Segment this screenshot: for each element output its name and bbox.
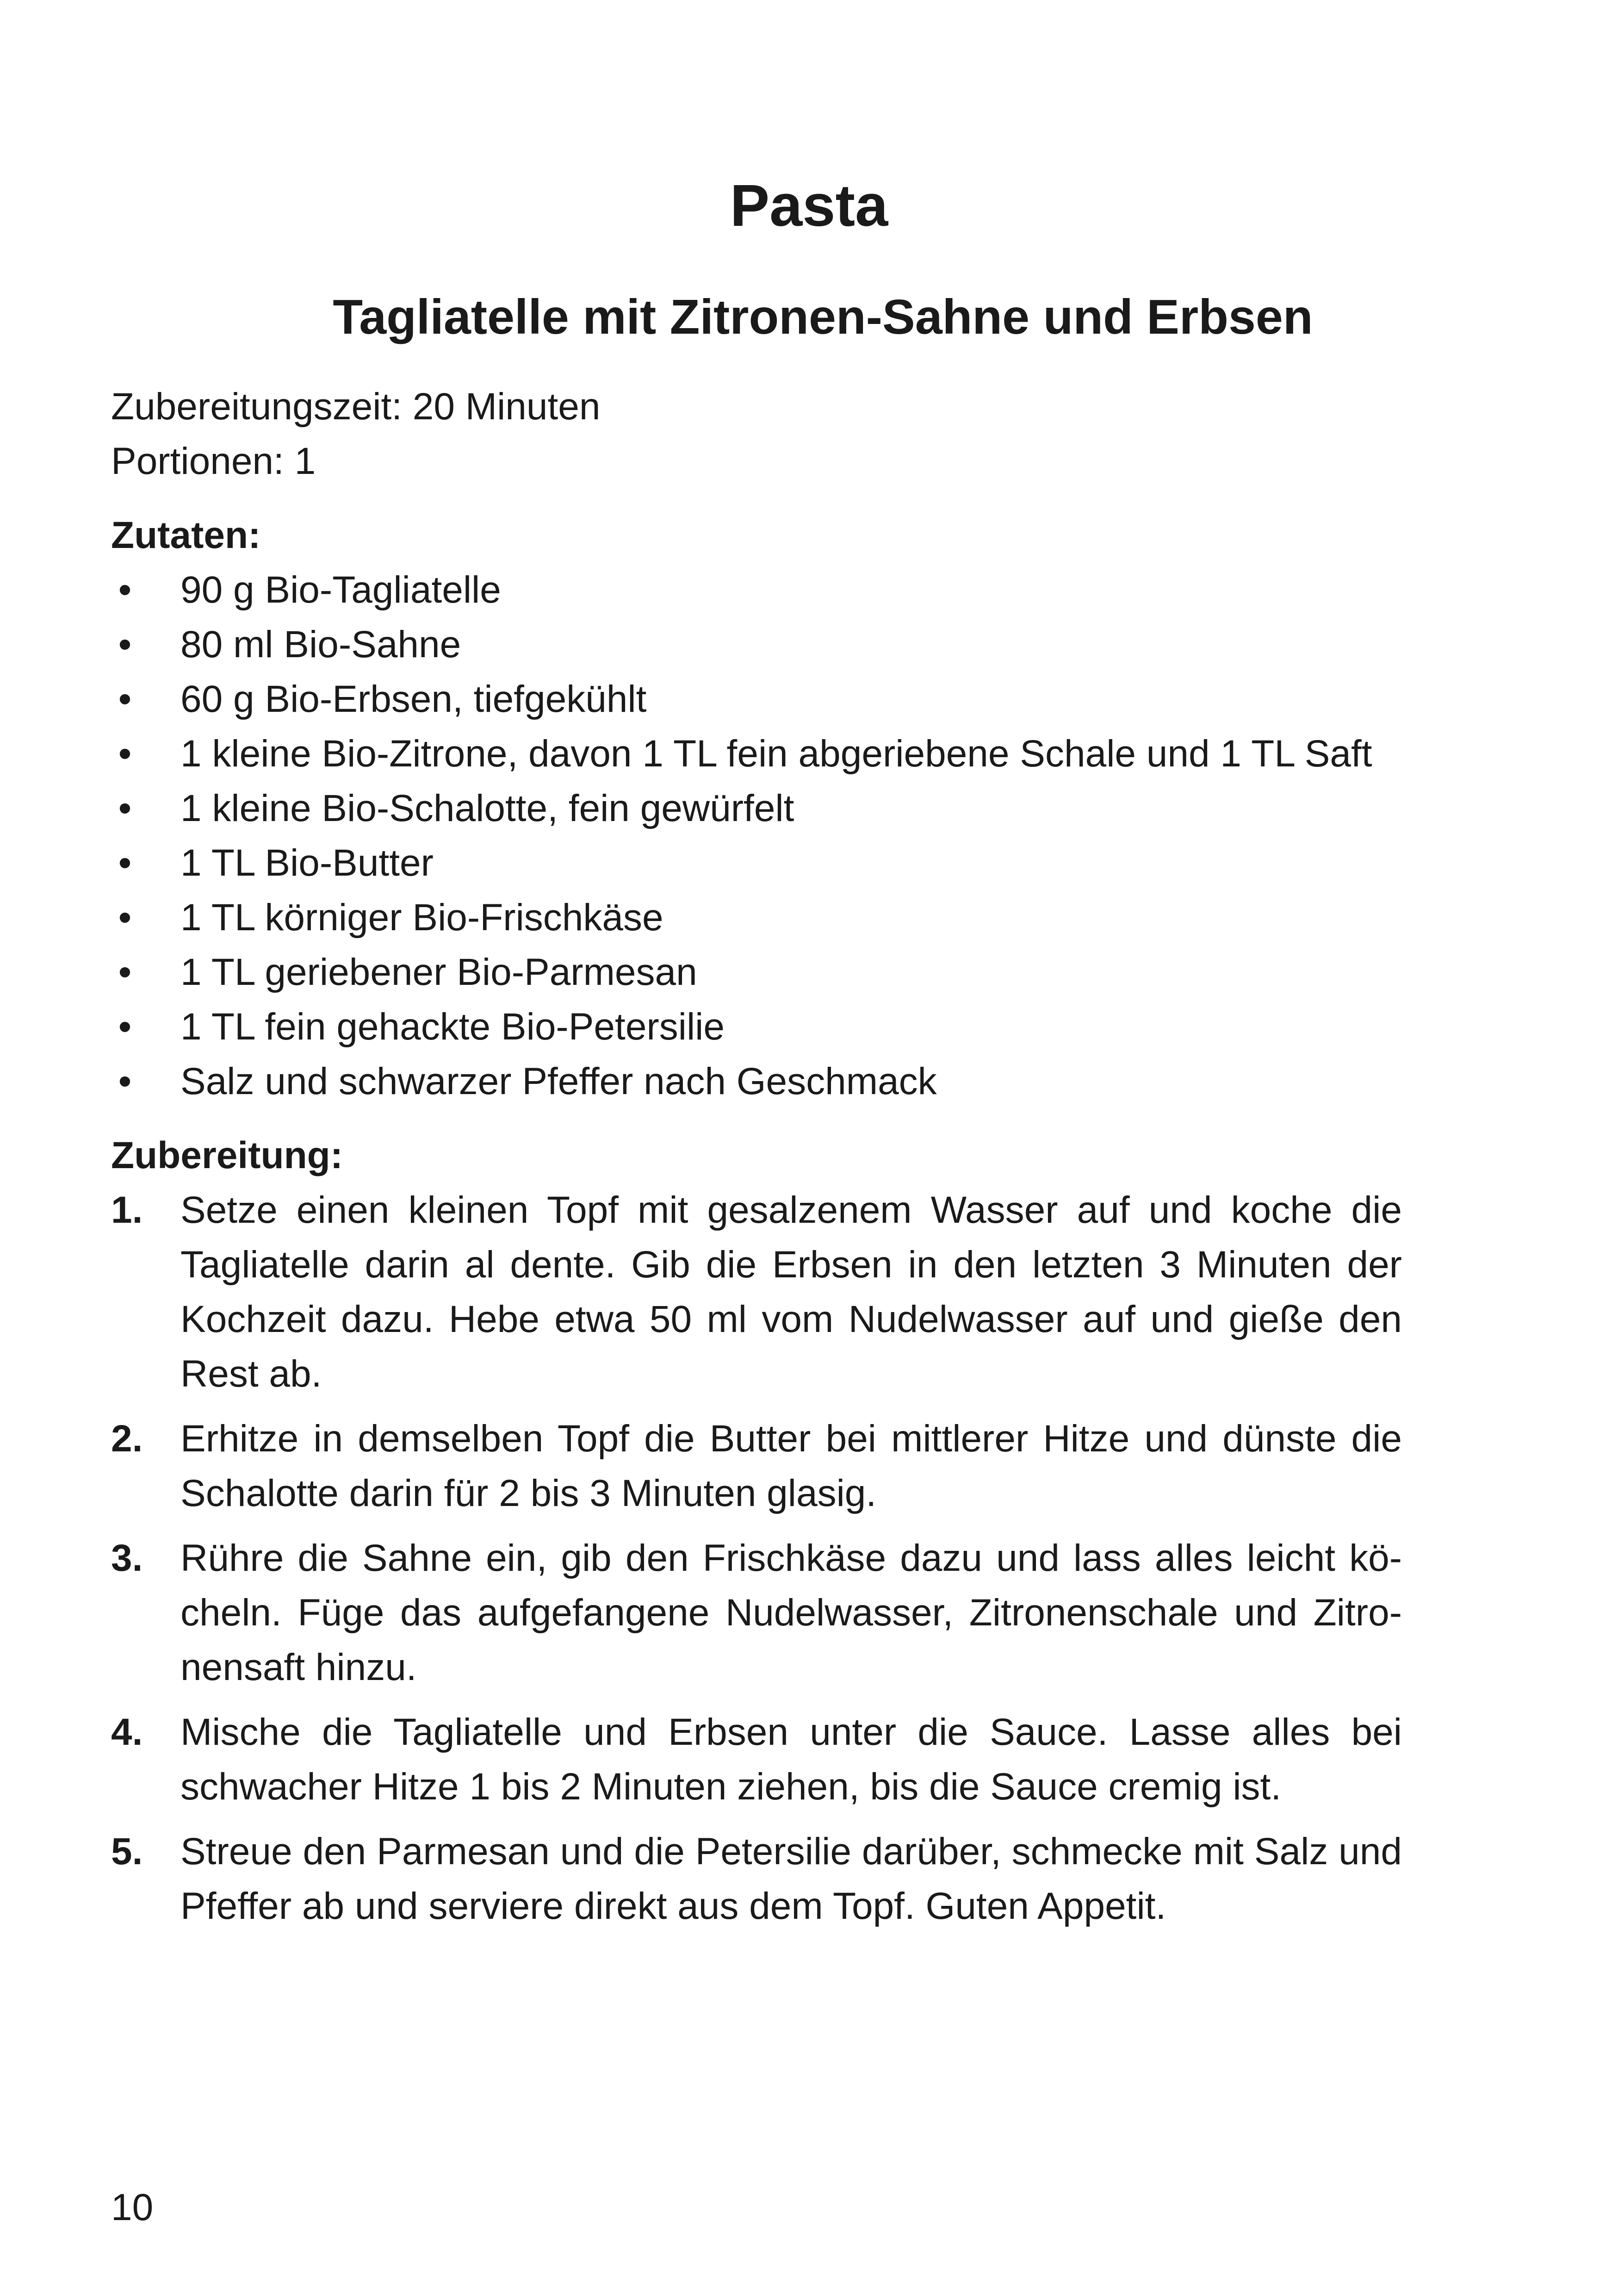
ingredient-text: 90 g Bio-Tagliatelle	[180, 569, 501, 611]
step-number: 2.	[111, 1418, 143, 1460]
step-number: 4.	[111, 1711, 143, 1753]
bullet-icon: •	[118, 896, 132, 939]
ingredient-text: 80 ml Bio-Sahne	[180, 623, 461, 666]
ingredient-item	[111, 836, 1402, 890]
ingredient-item	[111, 945, 1402, 1000]
ingredient-text: Salz und schwarzer Pfeffer nach Geschmack	[180, 1060, 937, 1102]
bullet-icon: •	[118, 733, 132, 775]
step-number: 1.	[111, 1189, 143, 1231]
ingredient-text: 1 TL körniger Bio-Frischkäse	[180, 896, 663, 939]
bullet-icon: •	[118, 569, 132, 611]
ingredient-item	[111, 563, 1402, 617]
ingredient-text: 1 TL Bio-Butter	[180, 842, 434, 884]
ingredient-text: 1 kleine Bio-Zitrone, davon 1 TL fein abgeriebene Schale und 1 TL Saft	[180, 733, 1372, 775]
step-item	[111, 1705, 1402, 1814]
ingredient-item	[111, 781, 1402, 836]
prep-time: Zubereitungszeit: 20 Minuten	[111, 386, 601, 428]
steps-heading: Zubereitung:	[111, 1134, 343, 1176]
ingredient-item	[111, 672, 1402, 727]
step-number: 3.	[111, 1537, 143, 1579]
step-item	[111, 1531, 1402, 1695]
ingredient-text: 1 TL fein gehackte Bio-Petersilie	[180, 1006, 725, 1048]
ingredient-text: 60 g Bio-Erbsen, tiefgekühlt	[180, 678, 647, 720]
ingredient-item	[111, 1000, 1402, 1054]
bullet-icon: •	[118, 787, 132, 829]
bullet-icon: •	[118, 1060, 132, 1102]
ingredient-item	[111, 1054, 1402, 1109]
page-number: 10	[111, 2186, 154, 2228]
bullet-icon: •	[118, 842, 132, 884]
ingredients-list	[111, 563, 1402, 1109]
ingredients-heading: Zutaten:	[111, 514, 261, 556]
steps-list	[111, 1183, 1402, 1934]
ingredient-item	[111, 890, 1402, 945]
ingredient-item	[111, 727, 1402, 781]
bullet-icon: •	[118, 1006, 132, 1048]
ingredient-item	[111, 617, 1402, 672]
step-text: Rühre die Sahne ein, gib den Frischkäse dazu und lass alles leicht köcheln. Füge das aufgefangene Nudelwasser, Zitronenschale und Zitronensaft hinzu.	[180, 1537, 1402, 1688]
recipe-title: Tagliatelle mit Zitronen-Sahne und Erbsen	[333, 290, 1313, 344]
recipe-content	[111, 380, 1402, 1944]
step-text: Erhitze in demselben Topf die Butter bei mittlerer Hitze und dünste die Schalotte darin für 2 bis 3 Minuten glasig.	[180, 1418, 1402, 1514]
step-item	[111, 1183, 1402, 1401]
step-item	[111, 1412, 1402, 1521]
step-item	[111, 1824, 1402, 1934]
ingredient-text: 1 kleine Bio-Schalotte, fein gewürfelt	[180, 787, 794, 829]
step-text: Setze einen kleinen Topf mit gesalzenem Wasser auf und koche die Tagliatelle darin al dente. Gib die Erbsen in den letzten 3 Minuten der Kochzeit dazu. Hebe etwa 50 ml vom Nudelwasser auf und gieße den Rest ab.	[180, 1189, 1402, 1395]
servings: Portionen: 1	[111, 440, 316, 482]
step-text: Mische die Tagliatelle und Erbsen unter die Sauce. Lasse alles bei schwacher Hitze 1 bis 2 Minuten ziehen, bis die Sauce cremig ist.	[180, 1711, 1402, 1808]
step-number: 5.	[111, 1830, 143, 1873]
step-text: Streue den Parmesan und die Petersilie darüber, schmecke mit Salz und Pfeffer ab und serviere direkt aus dem Topf. Guten Appetit.	[180, 1830, 1402, 1927]
bullet-icon: •	[118, 951, 132, 993]
chapter-title: Pasta	[730, 173, 888, 239]
bullet-icon: •	[118, 623, 132, 666]
ingredient-text: 1 TL geriebener Bio-Parmesan	[180, 951, 697, 993]
bullet-icon: •	[118, 678, 132, 720]
